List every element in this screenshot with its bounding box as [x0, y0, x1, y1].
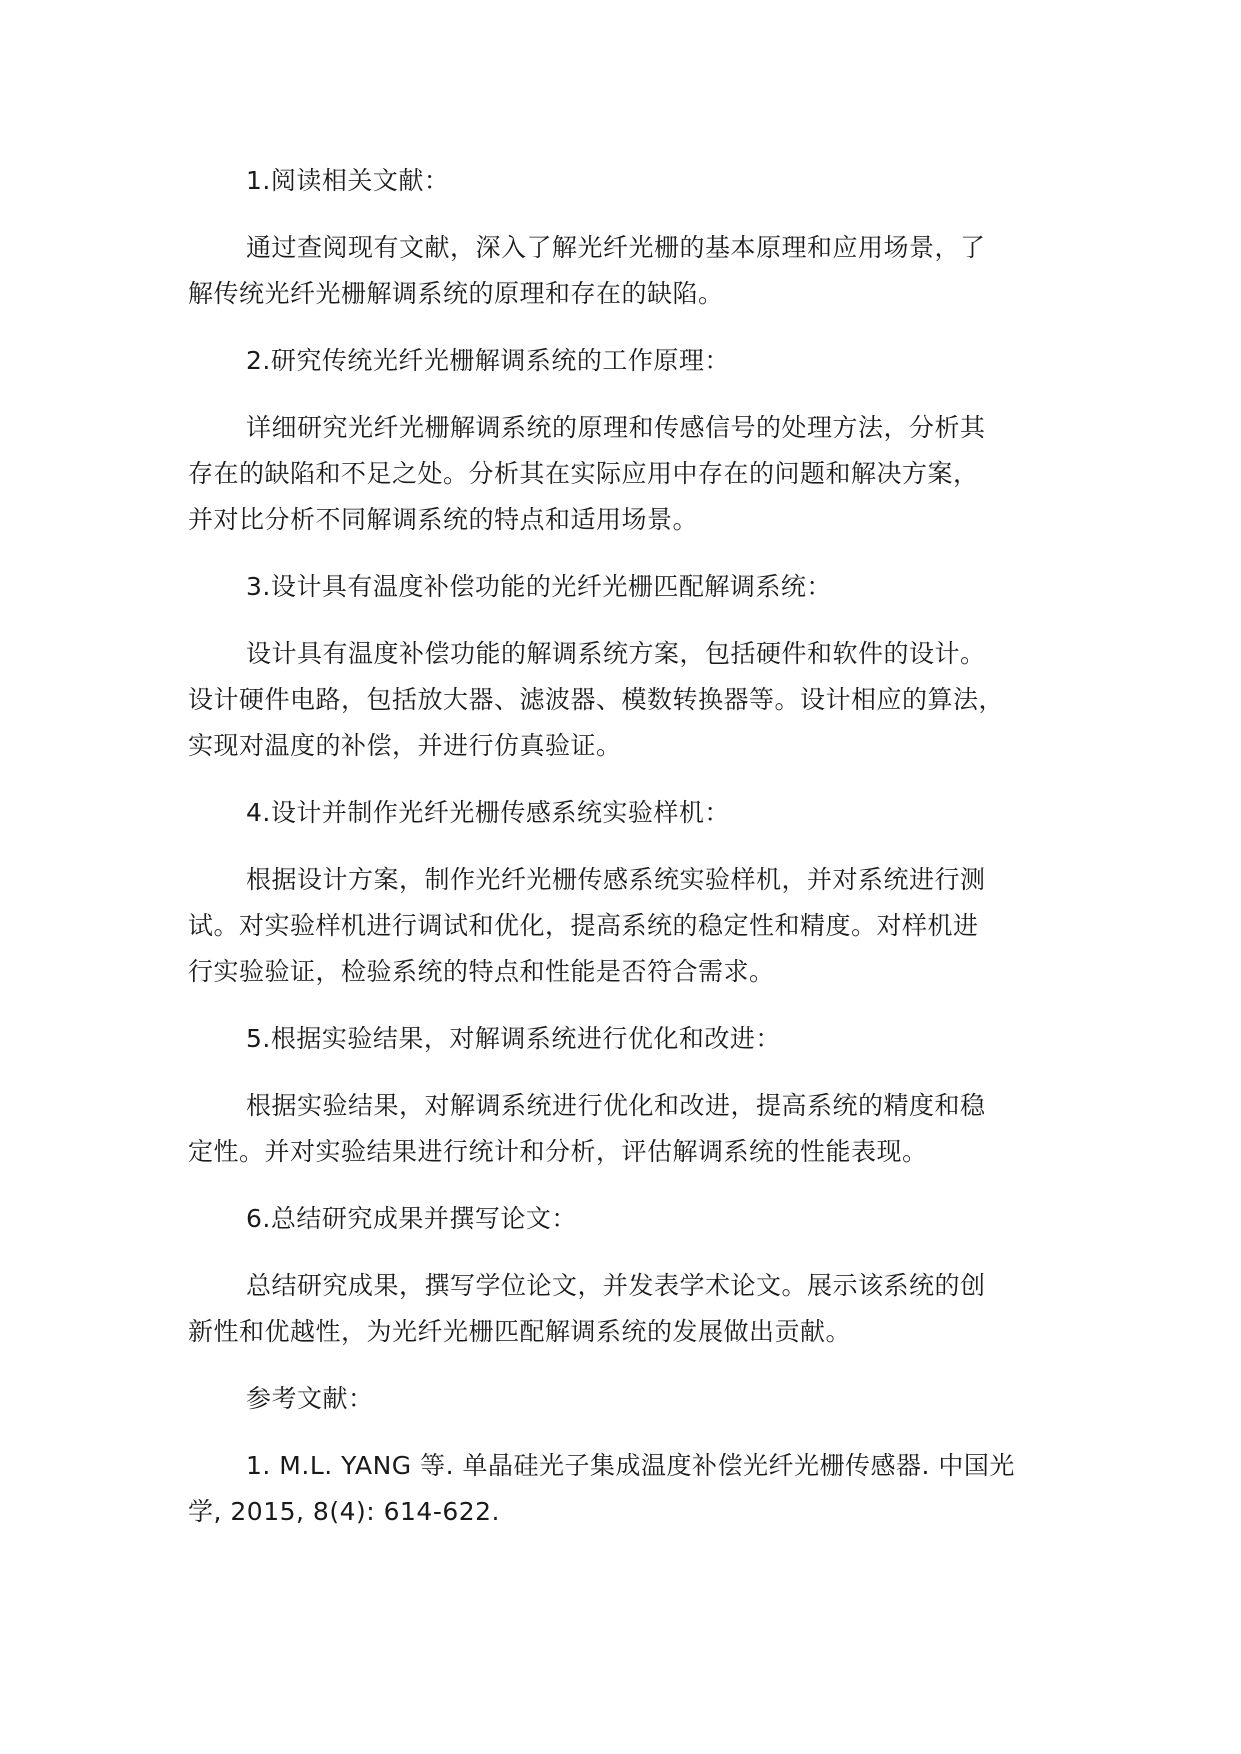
body-line: 设计具有温度补偿功能的解调系统方案，包括硬件和软件的设计。 [246, 639, 986, 668]
document-content [188, 158, 1088, 1556]
body-line: 根据设计方案，制作光纤光栅传感系统实验样机，并对系统进行测 [246, 865, 986, 894]
section-body [188, 1263, 1088, 1355]
body-line: 新性和优越性，为光纤光栅匹配解调系统的发展做出贡献。 [188, 1317, 852, 1346]
body-line: 详细研究光纤光栅解调系统的原理和传感信号的处理方法，分析其 [246, 413, 986, 442]
section-body [188, 225, 1088, 317]
body-line: 实现对温度的补偿，并进行仿真验证。 [188, 731, 622, 760]
body-line: 解传统光纤光栅解调系统的原理和存在的缺陷。 [188, 279, 724, 308]
references-heading: 参考文献： [246, 1384, 374, 1413]
reference-line: 1. M.L. YANG 等. 单晶硅光子集成温度补偿光纤光栅传感器. 中国光 [246, 1451, 1015, 1480]
reference-line: 学, 2015, 8(4): 614-622. [188, 1497, 501, 1526]
section-body [188, 857, 1088, 995]
section-heading: 6.总结研究成果并撰写论文： [246, 1204, 577, 1233]
reference-item [188, 1443, 1088, 1535]
section-heading: 4.设计并制作光纤光栅传感系统实验样机： [246, 798, 730, 827]
body-line: 并对比分析不同解调系统的特点和适用场景。 [188, 505, 699, 534]
section-heading: 5.根据实验结果，对解调系统进行优化和改进： [246, 1024, 781, 1053]
body-line: 行实验验证，检验系统的特点和性能是否符合需求。 [188, 957, 775, 986]
section-body [188, 405, 1088, 543]
body-line: 存在的缺陷和不足之处。分析其在实际应用中存在的问题和解决方案， [188, 459, 979, 488]
body-line: 根据实验结果，对解调系统进行优化和改进，提高系统的精度和稳 [246, 1091, 986, 1120]
section-body [188, 631, 1088, 769]
body-line: 设计硬件电路，包括放大器、滤波器、模数转换器等。设计相应的算法， [188, 685, 1005, 714]
body-line: 定性。并对实验结果进行统计和分析，评估解调系统的性能表现。 [188, 1137, 928, 1166]
section-heading: 3.设计具有温度补偿功能的光纤光栅匹配解调系统： [246, 572, 832, 601]
body-line: 通过查阅现有文献，深入了解光纤光栅的基本原理和应用场景，了 [246, 233, 986, 262]
section-heading: 2.研究传统光纤光栅解调系统的工作原理： [246, 346, 730, 375]
body-line: 试。对实验样机进行调试和优化，提高系统的稳定性和精度。对样机进 [188, 911, 979, 940]
section-heading: 1.阅读相关文献： [246, 166, 450, 195]
body-line: 总结研究成果，撰写学位论文，并发表学术论文。展示该系统的创 [246, 1271, 986, 1300]
section-body [188, 1083, 1088, 1175]
